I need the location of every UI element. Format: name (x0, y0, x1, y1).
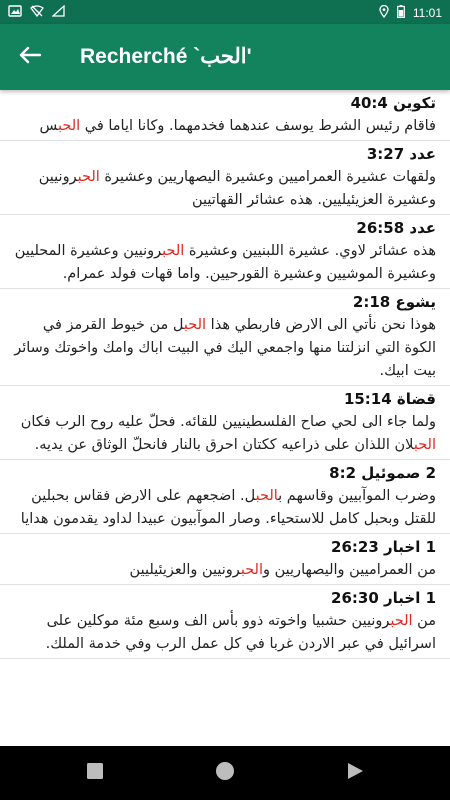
search-highlight: الحب (77, 169, 100, 185)
verse-text-segment: ولقهات عشيرة العمراميين وعشيرة اليصهاريين وعشيرة (99, 169, 436, 185)
wifi-off-icon (30, 5, 44, 20)
verse-text (14, 610, 436, 656)
search-results-list[interactable] (0, 90, 450, 746)
verse-reference: قضاة 15:14 (343, 390, 436, 408)
search-highlight: الحب (183, 317, 207, 333)
verse-text-segment: رونيين والعزيئيليين (129, 562, 241, 578)
search-highlight: الحب (162, 243, 185, 259)
verse-text-segment: رونيين وعشيرة العزيئيليين. هذه عشائر القهاتيين (38, 169, 436, 208)
verse-text-segment: من (412, 613, 436, 629)
app-bar (0, 24, 450, 90)
recent-apps-button[interactable] (78, 756, 112, 790)
verse-text (14, 240, 436, 286)
verse-text-segment: رونيين حشبيا واخوته ذوو بأس الف وسبع مئة موكلين على اسرائيل في عبر الاردن غربا في كل عمل الرب وفي خدمة الملك. (45, 613, 436, 652)
verse-text-segment: ل. اضجعهم على الارض فقاس بحبلين للقتل وبحبل كامل للاستحياء. وصار الموآبيون عبيدا لداود يقدمون هدايا (20, 488, 436, 527)
verse-text-segment: س (39, 118, 58, 134)
result-item[interactable] (0, 534, 450, 585)
result-item[interactable] (0, 141, 450, 215)
verse-text (14, 411, 436, 457)
verse-text-segment: ولما جاء الى لحي صاح الفلسطينيين للقائه. فحلّ عليه روح الرب فكان (20, 414, 436, 430)
verse-reference: 1 اخبار 26:23 (331, 538, 436, 556)
verse-text-segment: رونيين وعشيرة المحليين وعشيرة الموشيين وعشيرة القورحيين. واما قهات فولد عمرام. (14, 243, 436, 282)
result-item[interactable] (0, 90, 450, 141)
status-clock: 11:01 (412, 6, 442, 20)
verse-reference: تكوين 40:4 (350, 94, 436, 112)
verse-reference: عدد 3:27 (366, 145, 436, 163)
verse-reference: عدد 26:58 (356, 219, 436, 237)
home-button[interactable] (208, 756, 242, 790)
verse-text (14, 115, 436, 138)
home-icon (215, 761, 235, 785)
result-item[interactable] (0, 386, 450, 460)
verse-reference: يشوع 2:18 (352, 293, 436, 311)
verse-text (14, 559, 436, 582)
battery-icon (397, 5, 405, 21)
location-icon (379, 5, 389, 21)
verse-text (14, 314, 436, 383)
verse-text-segment: هوذا نحن نأتي الى الارض فاربطي هذا (206, 317, 436, 333)
status-bar (0, 0, 450, 24)
result-item[interactable] (0, 585, 450, 659)
verse-text-segment: ل من خيوط القرمز في الكوة التي انزلتنا منها واجمعي اليك في البيت اباك وامك واخوتك وسائر بيت ابيك. (14, 317, 436, 379)
search-highlight: الحب (240, 562, 263, 578)
verse-reference: 2 صموئيل 8:2 (329, 464, 436, 482)
verse-text-segment: من العمراميين واليصهاريين و (263, 562, 436, 578)
verse-text-segment: فاقام رئيس الشرط يوسف عندهما فخدمهما. وكانا اياما في (80, 118, 436, 134)
search-highlight: الحب (255, 488, 279, 504)
verse-text (14, 166, 436, 212)
arrow-left-icon (19, 46, 41, 68)
page-title: Recherché `الحب' (80, 45, 252, 68)
recent-apps-icon (87, 763, 103, 783)
screenshot-icon (8, 5, 22, 20)
back-nav-button[interactable] (338, 756, 372, 790)
verse-reference: 1 اخبار 26:30 (331, 589, 436, 607)
navigation-bar (0, 746, 450, 800)
search-highlight: الحب (413, 437, 436, 453)
signal-off-icon (52, 5, 65, 20)
search-highlight: الحب (57, 118, 81, 134)
verse-text (14, 485, 436, 531)
verse-text-segment: هذه عشائر لاوي. عشيرة اللبنيين وعشيرة (184, 243, 436, 259)
result-item[interactable] (0, 215, 450, 289)
verse-text-segment: لان اللذان على ذراعيه ككتان احرق بالنار فانحلّ الوثاق عن يديه. (34, 437, 414, 453)
search-highlight: الحب (390, 613, 413, 629)
verse-text-segment: وضرب الموآبيين وقاسهم ب (278, 488, 436, 504)
back-button[interactable] (10, 37, 50, 77)
result-item[interactable] (0, 289, 450, 386)
back-triangle-icon (346, 762, 364, 784)
result-item[interactable] (0, 460, 450, 534)
